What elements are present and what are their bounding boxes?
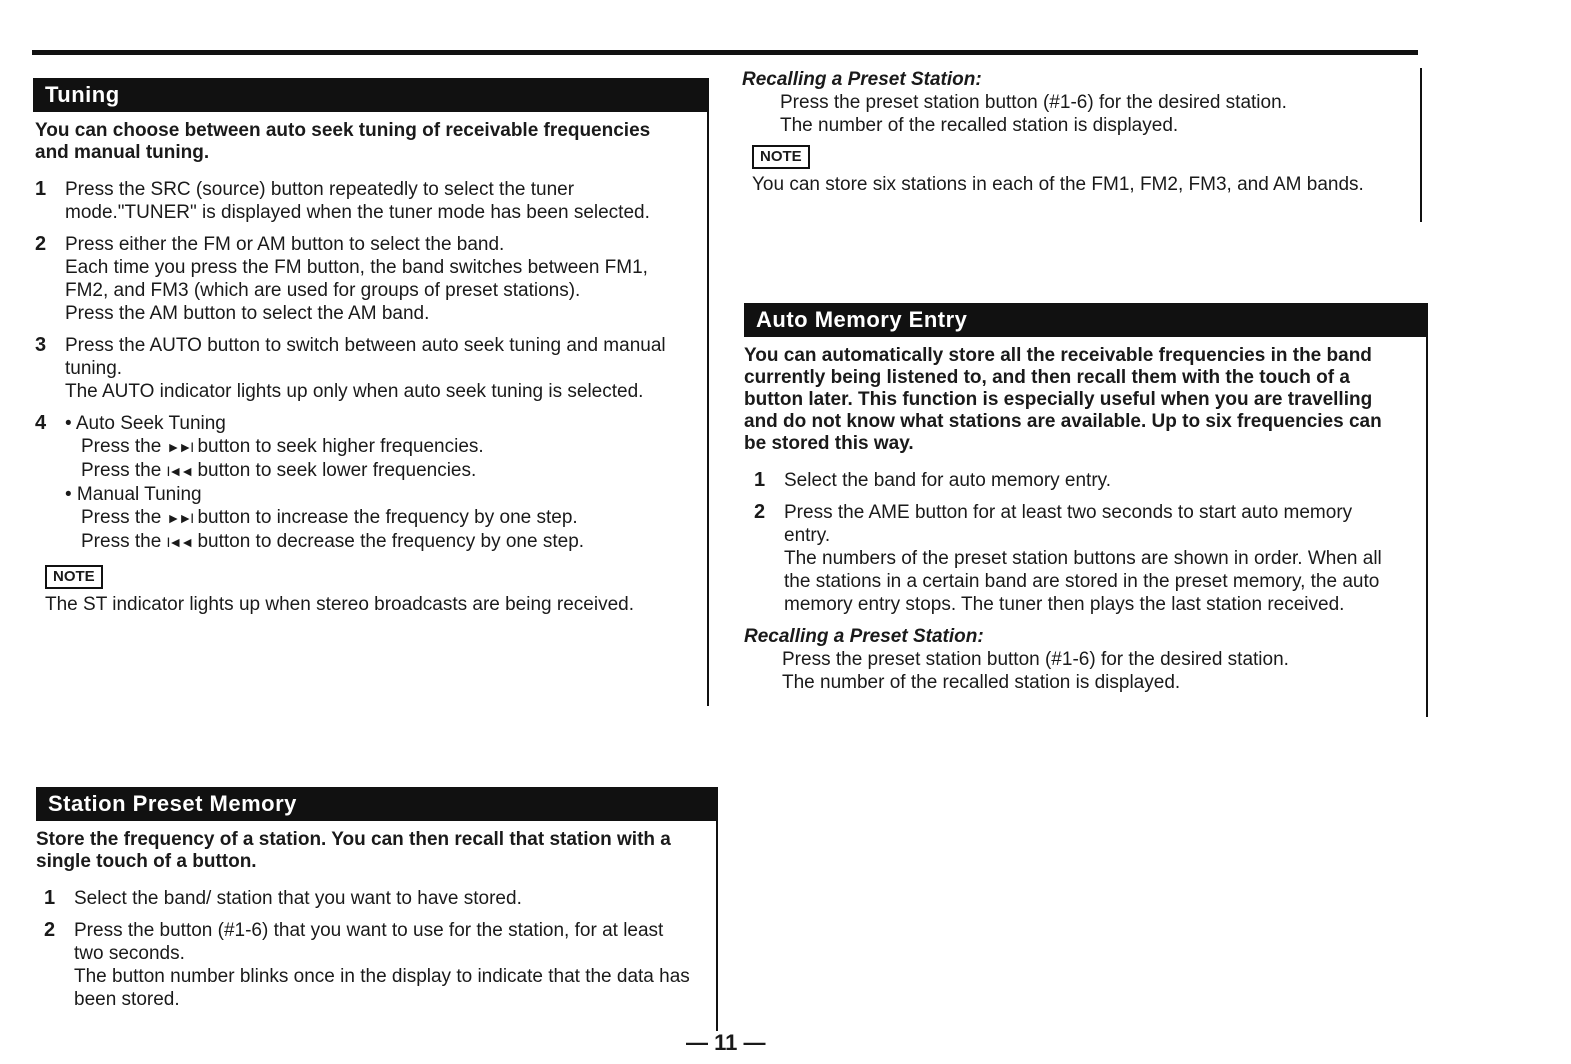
- step-text: The AUTO indicator lights up only when auto seek tuning is selected.: [65, 381, 644, 402]
- preset-memory-title: Station Preset Memory: [48, 791, 297, 816]
- step-text: Press the AME button for at least two seconds to start auto memory entry.: [784, 502, 1353, 546]
- tuning-right-rule: [707, 112, 709, 706]
- seek-forward-icon: ►►I: [166, 439, 193, 455]
- preset-memory-section: [36, 787, 718, 1020]
- tuning-title: Tuning: [45, 82, 120, 107]
- preset-memory-intro: Store the frequency of a station. You can then recall that station with a single touch of a button.: [36, 829, 671, 872]
- recall-top-heading: Recalling a Preset Station:: [742, 69, 982, 90]
- tuning-step-2: [35, 233, 685, 325]
- step-number: 1: [754, 469, 766, 491]
- recall-top-line-1: Press the preset station button (#1-6) for the desired station.: [780, 92, 1287, 113]
- recall-top-right-rule: [1420, 68, 1422, 222]
- recall-top-section: [742, 68, 1422, 196]
- manual-tuning-line-2: Press the I◄◄ button to decrease the frequency by one step.: [81, 531, 585, 552]
- top-rule: [32, 50, 1418, 55]
- preset-step-2: [36, 919, 691, 1011]
- step-text: Select the band/ station that you want to have stored.: [74, 888, 522, 909]
- step-number: 2: [44, 919, 56, 941]
- step-text: Press the button (#1-6) that you want to use for the station, for at least two seconds.: [74, 920, 664, 964]
- tuning-step-3: [35, 334, 685, 403]
- step-text: The numbers of the preset station buttons are shown in order. When all the stations in a certain band are stored in the preset memory, the auto memory entry stops. The tuner then plays the last station received.: [784, 548, 1382, 615]
- ame-section: [744, 303, 1428, 694]
- preset-memory-heading-bar: [36, 787, 718, 821]
- recall-top-line-2: The number of the recalled station is displayed.: [780, 115, 1179, 136]
- seek-forward-icon: ►►I: [166, 510, 193, 526]
- seek-backward-icon: I◄◄: [166, 463, 193, 479]
- manual-tuning-label: • Manual Tuning: [65, 484, 202, 505]
- step-text: Press the SRC (source) button repeatedly to select the tuner mode."TUNER" is displayed when the tuner mode has been selected.: [65, 179, 650, 223]
- ame-recall-heading: Recalling a Preset Station:: [744, 626, 984, 647]
- step-text: Select the band for auto memory entry.: [784, 470, 1112, 491]
- tuning-section: [33, 78, 709, 616]
- step-number: 2: [754, 501, 766, 523]
- ame-step-1: [744, 469, 1399, 492]
- ame-intro: You can automatically store all the receivable frequencies in the band currently being listened to, and then recall them with the touch of a button later. This function is especially useful when you are travelling and do not know what stations are available. Up to six frequencies can be stored this way.: [744, 345, 1382, 454]
- step-text: Press the AUTO button to switch between auto seek tuning and manual tuning.: [65, 335, 666, 379]
- step-number: 1: [35, 178, 47, 200]
- auto-seek-line-2: Press the I◄◄ button to seek lower frequencies.: [81, 460, 477, 481]
- ame-recall-line-1: Press the preset station button (#1-6) for the desired station.: [782, 649, 1289, 670]
- ame-right-rule: [1426, 337, 1428, 717]
- step-text: The button number blinks once in the display to indicate that the data has been stored.: [74, 966, 690, 1010]
- manual-tuning-line-1: Press the ►►I button to increase the frequency by one step.: [81, 507, 578, 528]
- step-text: Press the AM button to select the AM band.: [65, 303, 430, 324]
- tuning-note-text: The ST indicator lights up when stereo broadcasts are being received.: [45, 594, 634, 615]
- step-text: Each time you press the FM button, the band switches between FM1, FM2, and FM3 (which are used for groups of preset stations).: [65, 257, 648, 301]
- step-number: 3: [35, 334, 47, 356]
- step-number: 1: [44, 887, 56, 909]
- step-number: 4: [35, 412, 47, 434]
- tuning-heading-bar: [33, 78, 709, 112]
- tuning-step-4: [35, 412, 685, 554]
- auto-seek-line-1: Press the ►►I button to seek higher frequencies.: [81, 436, 484, 457]
- ame-heading-bar: [744, 303, 1428, 337]
- step-number: 2: [35, 233, 47, 255]
- recall-top-note-text: You can store six stations in each of the FM1, FM2, FM3, and AM bands.: [752, 174, 1364, 195]
- tuning-intro: You can choose between auto seek tuning of receivable frequencies and manual tuning.: [35, 120, 651, 163]
- preset-step-1: [36, 887, 691, 910]
- preset-memory-right-rule: [716, 821, 718, 1031]
- ame-step-2: [744, 501, 1399, 616]
- step-text: Press either the FM or AM button to select the band.: [65, 234, 505, 255]
- auto-seek-label: • Auto Seek Tuning: [65, 413, 226, 434]
- page-number: — 11 —: [686, 1030, 766, 1055]
- note-badge: NOTE: [752, 145, 810, 169]
- ame-recall-line-2: The number of the recalled station is displayed.: [782, 672, 1181, 693]
- ame-title: Auto Memory Entry: [756, 307, 968, 332]
- note-badge: NOTE: [45, 565, 103, 589]
- tuning-step-1: [35, 178, 685, 224]
- seek-backward-icon: I◄◄: [166, 534, 193, 550]
